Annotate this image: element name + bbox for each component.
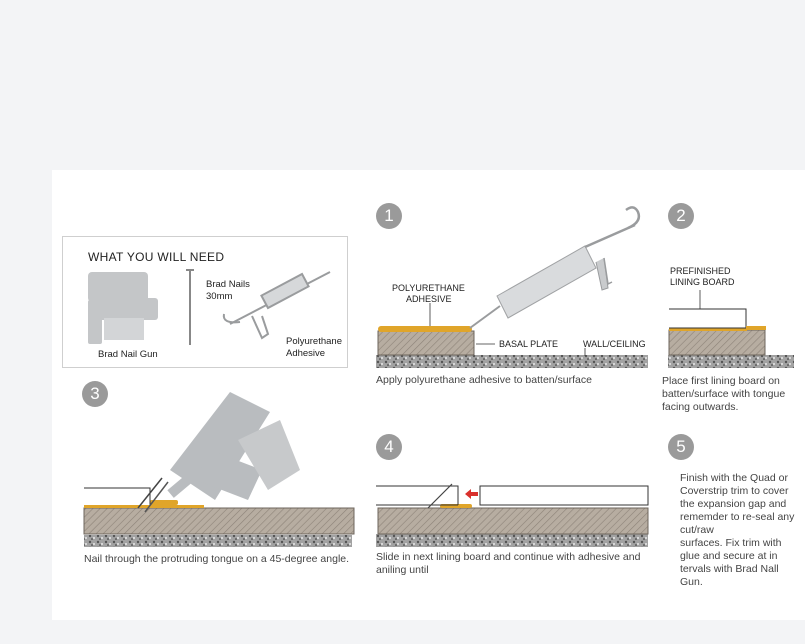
step2-caption-line-2: batten/surface with tongue: [662, 388, 786, 400]
step1-caption: Apply polyurethane adhesive to batten/surface: [376, 374, 592, 386]
step5-caption-line-7: glue and secure at in: [680, 550, 778, 562]
step2-caption-line-1: Place first lining board on: [662, 375, 780, 387]
brad-nails-label: Brad Nails: [206, 279, 250, 290]
step1-label-adhesive-2: ADHESIVE: [406, 294, 452, 304]
adhesive-label-1: Polyurethane: [286, 336, 342, 347]
step-number-2: 2: [668, 203, 694, 229]
step2-label-board-2: LINING BOARD: [670, 277, 735, 287]
step-number-5: 5: [668, 434, 694, 460]
step-number-3: 3: [82, 381, 108, 407]
caulking-gun-icon: [224, 272, 330, 338]
step2-label-board-1: PREFINISHED: [670, 266, 731, 276]
brad-nails-icon: [186, 270, 194, 345]
step3-illustration: [84, 392, 354, 547]
step-number-1: 1: [376, 203, 402, 229]
step1-label-basal-plate: BASAL PLATE: [499, 339, 559, 349]
step5-caption-line-3: the expansion gap and: [680, 498, 787, 510]
step3-caption: Nail through the protruding tongue on a 45-degree angle.: [84, 553, 350, 565]
step1-label-adhesive-1: POLYURETHANE: [392, 283, 465, 293]
step4-caption-line-2: aniling until: [376, 564, 429, 576]
materials-title: WHAT YOU WILL NEED: [88, 250, 225, 264]
step2-illustration: [668, 290, 794, 368]
step1-label-wall-ceiling: WALL/CEILING: [583, 339, 646, 349]
step-number-4: 4: [376, 434, 402, 460]
step4-illustration: [376, 484, 648, 547]
step2-caption-line-3: facing outwards.: [662, 401, 739, 413]
nail-gun-label: Brad Nail Gun: [98, 349, 158, 360]
step4-caption-line-1: Slide in next lining board and continue with adhesive and: [376, 551, 641, 563]
nail-gun-icon: [88, 272, 158, 344]
step5-caption-line-9: Gun.: [680, 576, 703, 588]
step5-caption-line-6: surfaces. Fix trim with: [680, 537, 782, 549]
slide-arrow-icon: [465, 489, 478, 499]
adhesive-label-2: Adhesive: [286, 348, 326, 359]
step5-caption-line-5: cut/raw: [680, 524, 714, 536]
step5-caption-line-2: Coverstrip trim to cover: [680, 485, 789, 497]
brad-nails-size: 30mm: [206, 291, 233, 302]
step5-caption-line-4: rememder to re-seal any: [680, 511, 795, 523]
step5-caption-line-8: tervals with Brad Nall: [680, 563, 779, 575]
step5-caption-line-1: Finish with the Quad or: [680, 472, 788, 484]
